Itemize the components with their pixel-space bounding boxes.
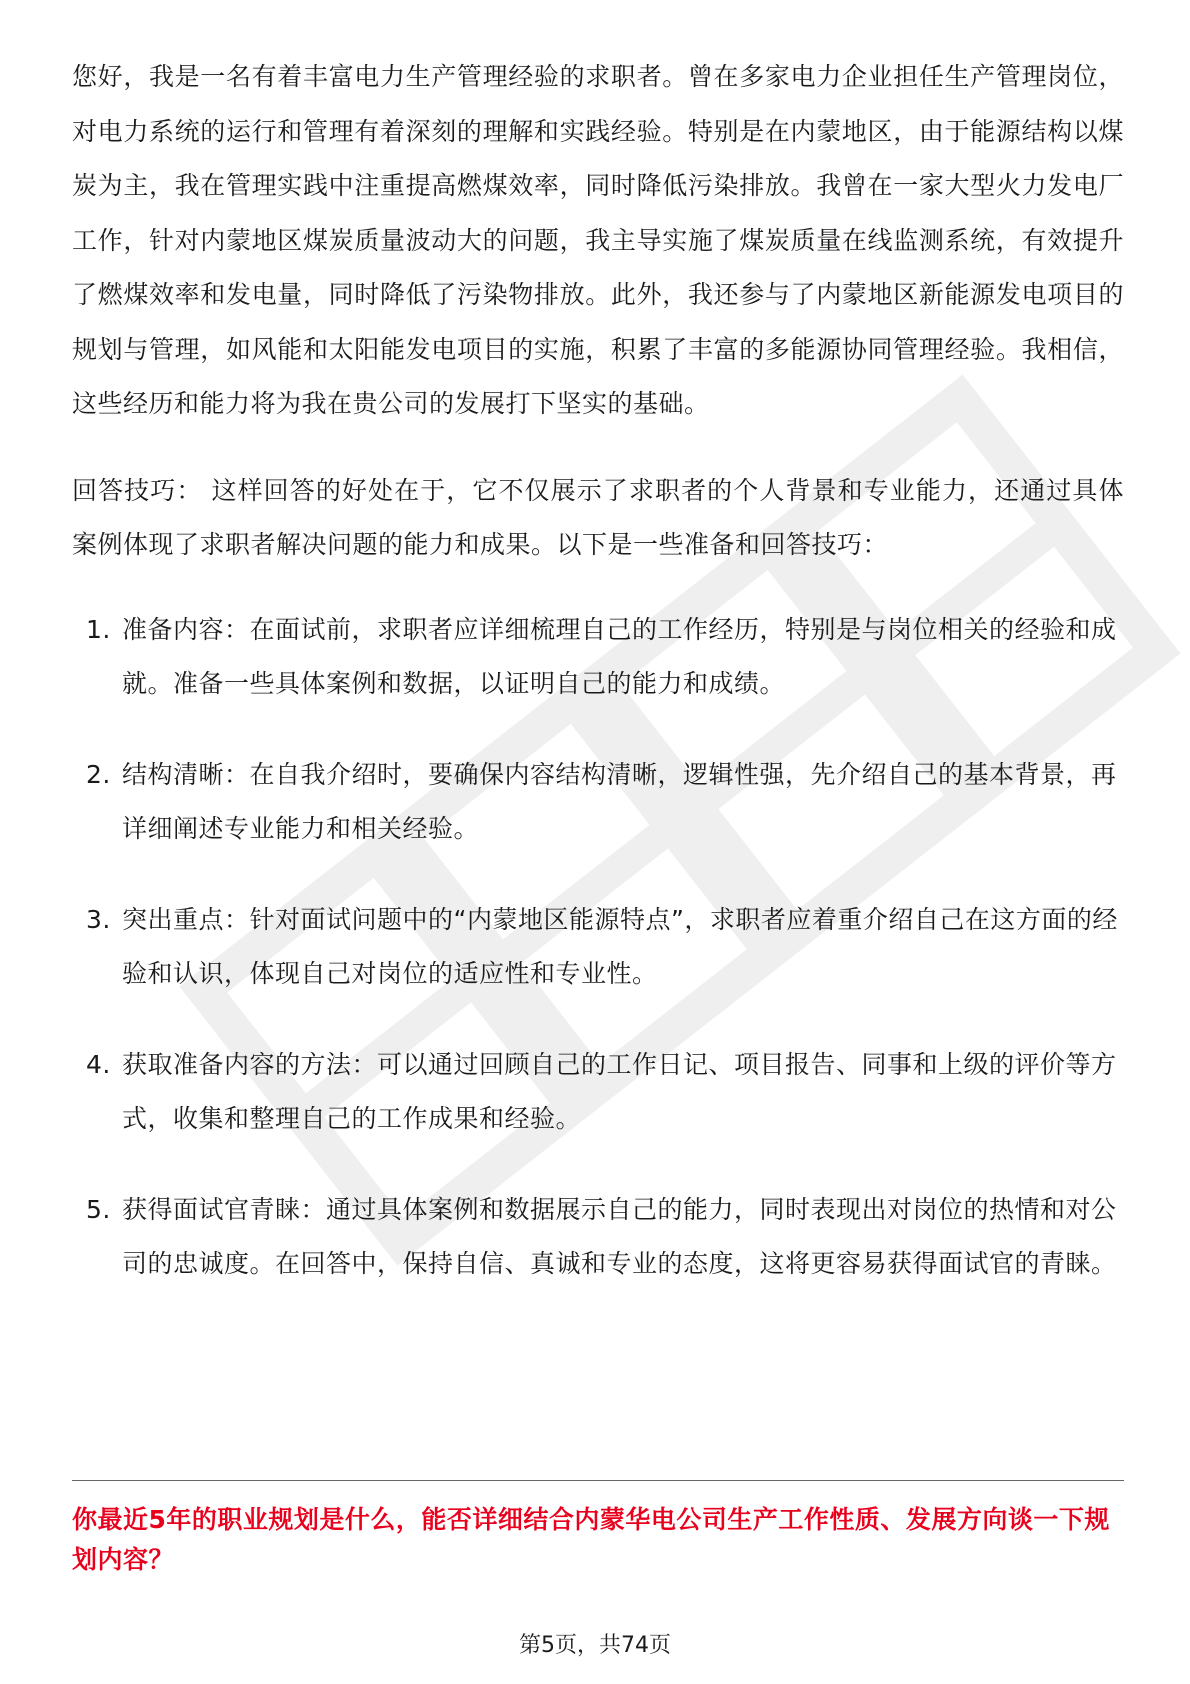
section-divider — [72, 1480, 1124, 1481]
list-item-text: 突出重点：针对面试问题中的“内蒙地区能源特点”，求职者应着重介绍自己在这方面的经验和认识，体现自己对岗位的适应性和专业性。 — [122, 904, 1118, 988]
intro-paragraph: 您好，我是一名有着丰富电力生产管理经验的求职者。曾在多家电力企业担任生产管理岗位，对电力系统的运行和管理有着深刻的理解和实践经验。特别是在内蒙地区，由于能源结构以煤炭为主，我在管理实践中注重提高燃煤效率，同时降低污染排放。我曾在一家大型火力发电厂工作，针对内蒙地区煤炭质量波动大的问题，我主导实施了煤炭质量在线监测系统，有效提升了燃煤效率和发电量，同时降低了污染物排放。此外，我还参与了内蒙地区新能源发电项目的规划与管理，如风能和太阳能发电项目的实施，积累了丰富的多能源协同管理经验。我相信，这些经历和能力将为我在贵公司的发展打下坚实的基础。 — [72, 62, 1124, 418]
list-item — [72, 748, 1124, 857]
list-item — [72, 893, 1124, 1002]
list-item — [72, 1038, 1124, 1147]
list-item-number: 3. — [86, 904, 111, 934]
list-item-number: 4. — [86, 1049, 111, 1079]
main-content — [72, 50, 1124, 1328]
list-item-number: 1. — [86, 614, 111, 644]
tips-list — [72, 603, 1124, 1292]
list-item-number: 5. — [86, 1194, 111, 1224]
page-footer: 第5页，共74页 — [519, 1633, 671, 1658]
list-item-text: 准备内容：在面试前，求职者应详细梳理自己的工作经历，特别是与岗位相关的经验和成就。准备一些具体案例和数据，以证明自己的能力和成绩。 — [122, 614, 1117, 698]
list-item-text: 获取准备内容的方法：可以通过回顾自己的工作日记、项目报告、同事和上级的评价等方式，收集和整理自己的工作成果和经验。 — [122, 1049, 1117, 1133]
list-item-number: 2. — [86, 759, 111, 789]
list-item-text: 结构清晰：在自我介绍时，要确保内容结构清晰，逻辑性强，先介绍自己的基本背景，再详细阐述专业能力和相关经验。 — [122, 759, 1117, 843]
tips-paragraph: 回答技巧： 这样回答的好处在于，它不仅展示了求职者的个人背景和专业能力，还通过具体案例体现了求职者解决问题的能力和成果。以下是一些准备和回答技巧： — [72, 475, 1124, 559]
list-item — [72, 603, 1124, 712]
next-question-heading: 你最近5年的职业规划是什么，能否详细结合内蒙华电公司生产工作性质、发展方向谈一下规划内容？ — [72, 1505, 1110, 1574]
list-item — [72, 1183, 1124, 1292]
list-item-text: 获得面试官青睐：通过具体案例和数据展示自己的能力，同时表现出对岗位的热情和对公司的忠诚度。在回答中，保持自信、真诚和专业的态度，这将更容易获得面试官的青睐。 — [122, 1194, 1117, 1278]
